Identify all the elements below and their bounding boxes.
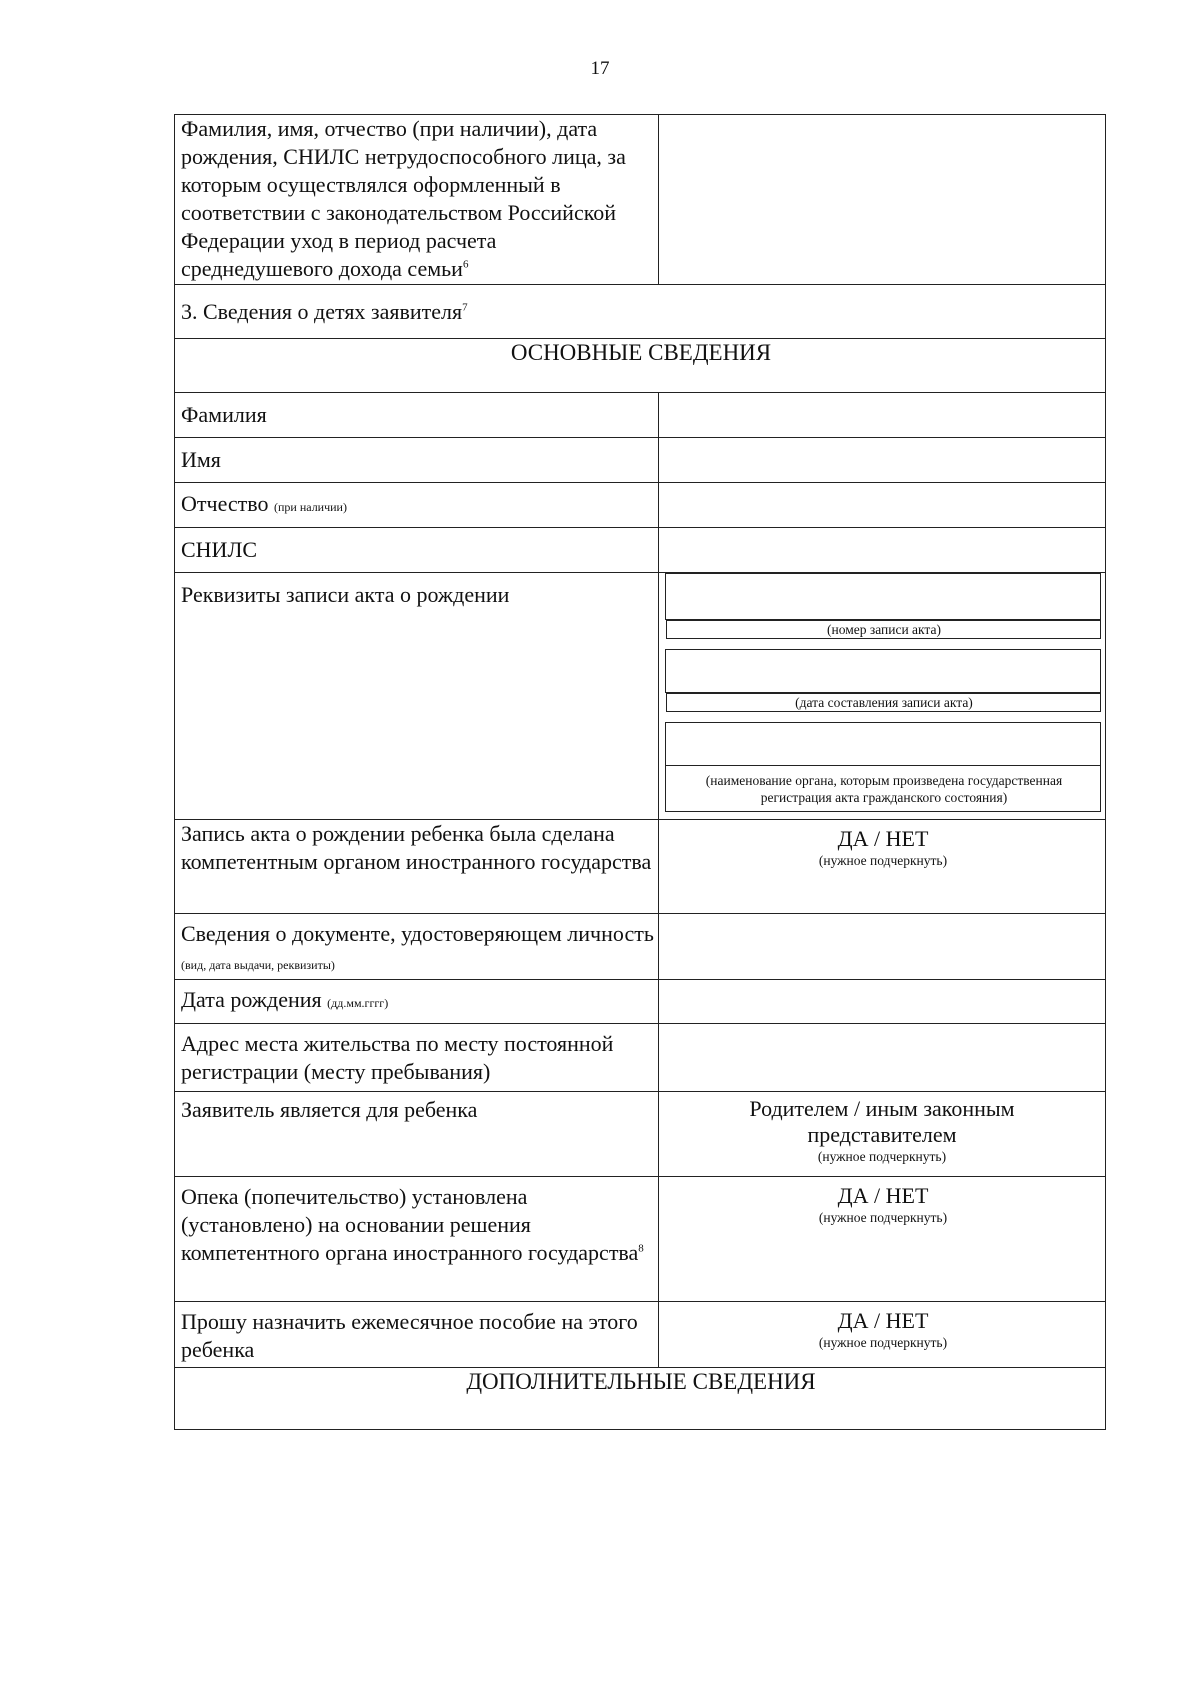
birth-date-field[interactable] — [659, 980, 1106, 1024]
address-label: Адрес места жительства по месту постоянной регистрации (месту пребывания) — [175, 1024, 659, 1092]
snils-label: СНИЛС — [175, 528, 659, 573]
record-number-field[interactable] — [666, 574, 1101, 620]
foreign-record-label: Запись акта о рождении ребенка была сделана компетентным органом иностранного государства — [175, 820, 659, 914]
section3-title: 3. Сведения о детях заявителя$^7$ — [175, 285, 1106, 339]
record-date-field[interactable] — [666, 650, 1101, 693]
id-document-field[interactable] — [659, 914, 1106, 980]
id-document-label: Сведения о документе, удостоверяющем личность (вид, дата выдачи, реквизиты) — [175, 914, 659, 980]
patronymic-field[interactable] — [659, 483, 1106, 528]
birth-record-row — [175, 573, 1106, 820]
birth-date-label: Дата рождения (дд.мм.гггг) — [175, 980, 659, 1024]
record-authority-hint: (наименование органа, которым произведена государственная регистрация акта гражданского состояния) — [705, 772, 1063, 805]
additional-heading-row — [175, 1368, 1106, 1430]
address-row — [175, 1024, 1106, 1092]
patronymic-label: Отчество (при наличии) — [175, 483, 659, 528]
id-document-hint: (вид, дата выдачи, реквизиты) — [181, 958, 335, 972]
record-authority-field[interactable] — [666, 723, 1101, 766]
underline-hint: (нужное подчеркнуть) — [818, 853, 948, 868]
main-heading-row — [175, 339, 1106, 393]
surname-row — [175, 393, 1106, 438]
guardianship-label: Опека (попечительство) установлена (установлено) на основании решения компетентного органа иностранного государства$^8$ — [175, 1177, 659, 1302]
id-document-row — [175, 914, 1106, 980]
additional-heading: ДОПОЛНИТЕЛЬНЫЕ СВЕДЕНИЯ — [175, 1368, 1106, 1430]
footnote-8: 8 — [638, 1242, 644, 1255]
birth-date-row — [175, 980, 1106, 1024]
name-row — [175, 438, 1106, 483]
snils-row — [175, 528, 1106, 573]
address-field[interactable] — [659, 1024, 1106, 1092]
applicant-is-choice[interactable] — [659, 1092, 1106, 1177]
disabled-person-field[interactable] — [659, 115, 1106, 285]
foreign-record-choice[interactable] — [659, 820, 1106, 914]
disabled-person-label: Фамилия, имя, отчество (при наличии), дата рождения, СНИЛС нетрудоспособного лица, за которым осуществлялся оформленный в соответствии с законодательством Российской Федерации уход в период расчета среднедушевого дохода семьи$^6$ — [175, 115, 659, 285]
footnote-6: 6 — [462, 258, 469, 271]
applicant-is-row — [175, 1092, 1106, 1177]
underline-hint: (нужное подчеркнуть) — [817, 1149, 947, 1164]
guardianship-row — [175, 1177, 1106, 1302]
underline-hint: (нужное подчеркнуть) — [818, 1335, 948, 1350]
footnote-7: 7 — [462, 301, 468, 314]
snils-field[interactable] — [659, 528, 1106, 573]
applicant-is-label: Заявитель является для ребенка — [175, 1092, 659, 1177]
underline-hint: (нужное подчеркнуть) — [818, 1210, 948, 1225]
surname-field[interactable] — [659, 393, 1106, 438]
birth-record-details — [659, 573, 1106, 820]
surname-label: Фамилия — [175, 393, 659, 438]
applicant-is-value: Родителем / иным законным представителем — [749, 1096, 1015, 1147]
name-field[interactable] — [659, 438, 1106, 483]
birth-record-subtable — [665, 573, 1101, 812]
monthly-allowance-choice[interactable] — [659, 1302, 1106, 1368]
patronymic-row — [175, 483, 1106, 528]
monthly-allowance-label: Прошу назначить ежемесячное пособие на этого ребенка — [175, 1302, 659, 1368]
birth-record-label: Реквизиты записи акта о рождении — [175, 573, 659, 820]
guardianship-choice[interactable] — [659, 1177, 1106, 1302]
monthly-allowance-row — [175, 1302, 1106, 1368]
foreign-record-row — [175, 820, 1106, 914]
section3-row — [175, 285, 1106, 339]
guardianship-value: ДА / НЕТ — [837, 1183, 929, 1208]
monthly-allowance-value: ДА / НЕТ — [837, 1308, 929, 1333]
foreign-record-value: ДА / НЕТ — [837, 826, 929, 851]
birth-date-hint: (дд.мм.гггг) — [327, 996, 389, 1010]
record-date-hint: (дата составления записи акта) — [666, 693, 1101, 712]
page-number: 17 — [590, 58, 610, 79]
disabled-person-row — [175, 115, 1106, 285]
patronymic-hint: (при наличии) — [274, 499, 347, 514]
name-label: Имя — [175, 438, 659, 483]
main-heading: ОСНОВНЫЕ СВЕДЕНИЯ — [175, 339, 1106, 393]
child-info-form — [174, 114, 1106, 1430]
record-number-hint: (номер записи акта) — [666, 620, 1101, 639]
